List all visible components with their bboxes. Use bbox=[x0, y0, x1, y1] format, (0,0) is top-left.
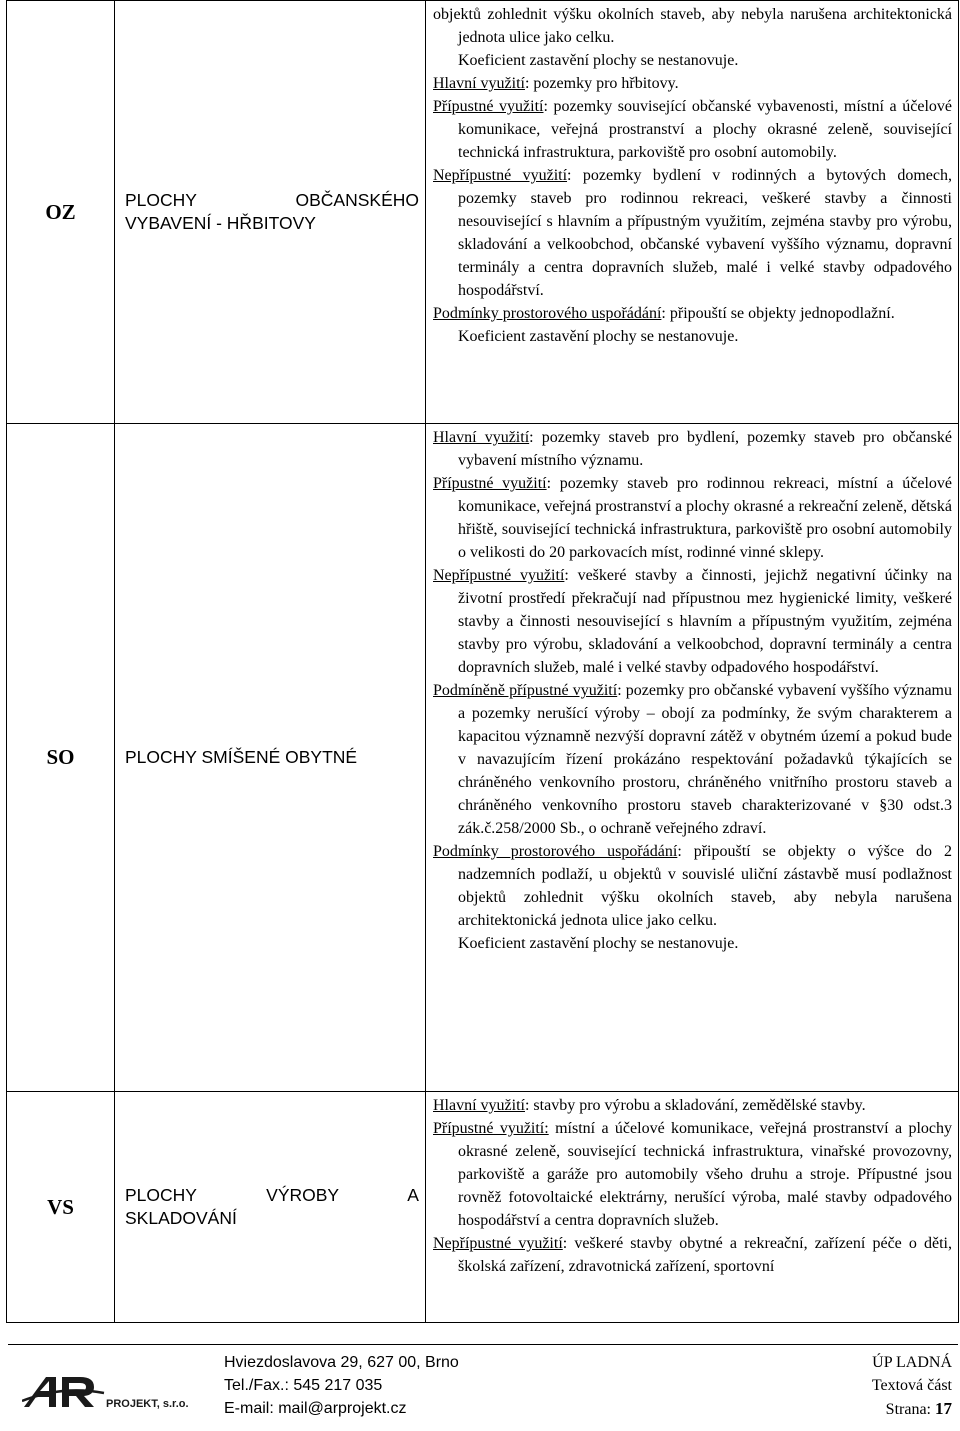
page-label: Strana: bbox=[885, 1401, 935, 1418]
condition-text: : pozemky související občanské vybavenosti, místní a účelové komunikace, veřejná prostranství a plochy okrasné zeleně, související technická infrastruktura, parkoviště pro osobní automobily. bbox=[458, 98, 952, 161]
condition-heading: Nepřípustné využití bbox=[433, 1235, 563, 1252]
condition-paragraph bbox=[433, 95, 952, 164]
email-line: E-mail: mail@arprojekt.cz bbox=[224, 1400, 407, 1417]
condition-text: Koeficient zastavění plochy se nestanovuje. bbox=[458, 935, 739, 952]
condition-heading: Hlavní využití bbox=[433, 75, 525, 92]
phone-line: Tel./Fax.: 545 217 035 bbox=[224, 1377, 383, 1394]
condition-paragraph bbox=[433, 72, 952, 95]
condition-text: : pozemky pro občanské vybavení vyššího významu a pozemky nerušící výroby – obojí za podmínky, že svým charakterem a kapacitou významně nezvýší dopravní zátěž v obytném území a pokud bude v navazujícím řízení prokázáno respektování požadavků týkajících se chráněného venkovního prostoru, chráněného vnitřního prostoru staveb a chráněného venkovního prostoru staveb charakterizované v §30 odst.3 zák.č.258/2000 Sb., o ochraně veřejného zdraví. bbox=[458, 682, 952, 837]
land-use-code: OZ bbox=[7, 1, 115, 424]
land-use-name bbox=[115, 424, 426, 1092]
land-use-name-line: PLOCHY OBČANSKÉHO bbox=[125, 190, 419, 210]
ar-logo-icon bbox=[22, 1371, 202, 1411]
condition-heading: Podmínky prostorového uspořádání bbox=[433, 305, 662, 322]
condition-paragraph bbox=[433, 49, 952, 72]
condition-text: : veškeré stavby obytné a rekreační, zařízení péče o děti, školská zařízení, zdravotnická zařízení, sportovní bbox=[458, 1235, 953, 1275]
condition-paragraph bbox=[433, 1232, 952, 1278]
land-use-name-line: SKLADOVÁNÍ bbox=[125, 1208, 237, 1228]
condition-heading: Hlavní využití bbox=[433, 1097, 525, 1114]
condition-heading: Přípustné využití bbox=[433, 475, 547, 492]
land-use-name-line: PLOCHY SMÍŠENÉ OBYTNÉ bbox=[125, 747, 358, 767]
condition-text: : stavby pro výrobu a skladování, zemědělské stavby. bbox=[524, 1097, 866, 1114]
land-use-conditions bbox=[426, 424, 959, 1092]
condition-paragraph bbox=[433, 1117, 952, 1232]
document-title: ÚP LADNÁ bbox=[872, 1354, 952, 1371]
condition-paragraph bbox=[433, 840, 952, 932]
land-use-conditions bbox=[426, 1092, 959, 1323]
condition-paragraph bbox=[433, 3, 952, 49]
land-use-name-line: PLOCHY VÝROBY A bbox=[125, 1185, 419, 1205]
condition-text: Koeficient zastavění plochy se nestanovuje. bbox=[458, 52, 739, 69]
land-use-row bbox=[7, 1092, 959, 1323]
condition-text: : pozemky bydlení v rodinných a bytových domech, pozemky staveb pro rodinnou rekreaci, veškeré stavby a činnosti nesouvisející s hlavním a přípustným využitím, zejména stavby pro výrobu, skladování a velkoobchod, občanské vybavení vyššího významu, dopravní terminály a centra dopravních služeb, malé i velké stavby odpadového hospodářství. bbox=[458, 167, 952, 299]
address-line: Hviezdoslavova 29, 627 00, Brno bbox=[224, 1354, 459, 1371]
regulations-table bbox=[6, 0, 959, 1323]
page-number: 17 bbox=[935, 1399, 952, 1418]
condition-heading: Nepřípustné využití bbox=[433, 567, 565, 584]
condition-paragraph bbox=[433, 564, 952, 679]
condition-paragraph bbox=[433, 325, 952, 348]
land-use-row bbox=[7, 1, 959, 424]
page-footer bbox=[8, 1344, 958, 1431]
condition-paragraph bbox=[433, 426, 952, 472]
logo-text: PROJEKT, s.r.o. bbox=[106, 1398, 189, 1410]
condition-text: : pozemky staveb pro rodinnou rekreaci, místní a účelové komunikace, veřejná prostranství a plochy okrasné a rekreační zeleně, dětská hřiště, související technická infrastruktura, parkoviště pro osobní automobily o velikosti do 20 parkovacích míst, rodinné vinné sklepy. bbox=[458, 475, 952, 561]
condition-paragraph bbox=[433, 679, 952, 840]
condition-text: : veškeré stavby a činnosti, jejichž negativní účinky na životní prostředí překračují nad přípustnou mez hygienické limity, veškeré stavby a činnosti nesouvisející s hlavním a přípustným využitím, zejména stavby pro výrobu, skladování a velkoobchod, dopravní terminály a centra dopravních služeb, malé i velké stavby odpadového hospodářství. bbox=[458, 567, 953, 676]
condition-heading: Podmínky prostorového uspořádání bbox=[433, 843, 678, 860]
land-use-conditions bbox=[426, 1, 959, 424]
condition-paragraph bbox=[433, 164, 952, 302]
condition-text: : připouští se objekty jednopodlažní. bbox=[661, 305, 895, 322]
condition-heading: Nepřípustné využití bbox=[433, 167, 568, 184]
land-use-code: VS bbox=[7, 1092, 115, 1323]
condition-heading: Podmíněně přípustné využití bbox=[433, 682, 618, 699]
land-use-row bbox=[7, 424, 959, 1092]
land-use-code: SO bbox=[7, 424, 115, 1092]
land-use-name-line: VYBAVENÍ - HŘBITOVY bbox=[125, 213, 316, 233]
document-info bbox=[872, 1351, 952, 1421]
land-use-name bbox=[115, 1092, 426, 1323]
condition-paragraph bbox=[433, 472, 952, 564]
condition-heading: Přípustné využití: bbox=[433, 1120, 549, 1137]
page-indicator bbox=[872, 1397, 952, 1421]
company-logo bbox=[22, 1371, 202, 1411]
condition-paragraph bbox=[433, 932, 952, 955]
document-part: Textová část bbox=[871, 1377, 952, 1394]
condition-text: objektů zohlednit výšku okolních staveb, aby nebyla narušena architektonická jednota ulice jako celku. bbox=[433, 6, 952, 46]
condition-text: : připouští se objekty o výšce do 2 nadzemních podlaží, u objektů v souvislé uliční zástavbě musí podlažnost objektů zohlednit výšku okolních staveb, aby nebyla narušena architektonická jednota ulice jako celku. bbox=[458, 843, 952, 929]
condition-paragraph bbox=[433, 1094, 952, 1117]
condition-paragraph bbox=[433, 302, 952, 325]
condition-text: místní a účelové komunikace, veřejná prostranství a plochy okrasné zeleně, související technická infrastruktura, vinařské provozovny, parkoviště a garáže pro automobily všeho druhu a stroje. Přípustné jsou rovněž fotovoltaické elektrárny, nerušící výroba, malé stavby odpadového hospodářství a centra dopravních služeb. bbox=[458, 1120, 953, 1229]
condition-heading: Přípustné využití bbox=[433, 98, 544, 115]
land-use-name bbox=[115, 1, 426, 424]
company-contact bbox=[224, 1351, 459, 1420]
condition-text: : pozemky pro hřbitovy. bbox=[524, 75, 679, 92]
condition-text: Koeficient zastavění plochy se nestanovuje. bbox=[458, 328, 739, 345]
condition-heading: Hlavní využití bbox=[433, 429, 530, 446]
condition-text: : pozemky staveb pro bydlení, pozemky staveb pro občanské vybavení místního významu. bbox=[458, 429, 953, 469]
